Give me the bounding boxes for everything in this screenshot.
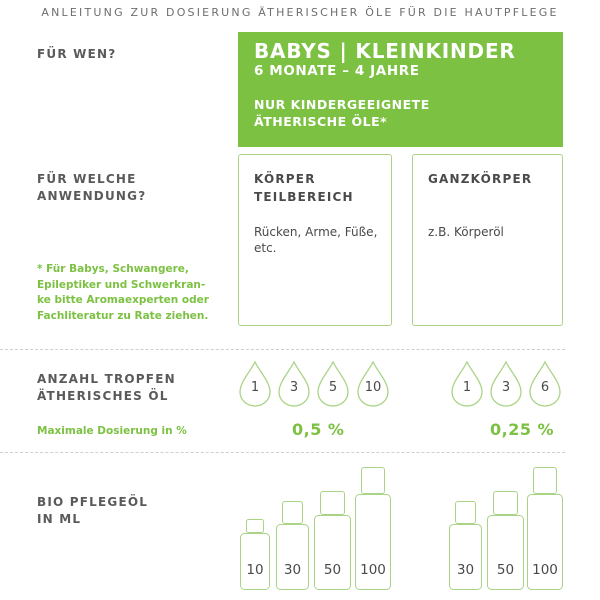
- oil-label-line: IN ML: [37, 512, 82, 526]
- section-divider: [0, 452, 565, 453]
- drop-icon: [237, 360, 273, 408]
- application-label-line: FÜR WELCHE: [37, 172, 137, 186]
- bottle-volume: 100: [532, 562, 558, 578]
- application-card-title: [254, 170, 381, 206]
- application-card-title-line: TEILBEREICH: [254, 190, 354, 204]
- bottle-volume: 50: [496, 562, 515, 578]
- target-group-title: BABYS | KLEINKINDER: [254, 39, 516, 63]
- bottle-volume: 30: [456, 562, 475, 578]
- drop-count: 6: [540, 380, 550, 395]
- drop-count: 1: [250, 380, 260, 395]
- footnote-line: Fachliteratur zu Rate ziehen.: [37, 309, 209, 322]
- max-dosage-full: 0,25 %: [490, 420, 555, 439]
- target-group-note-line: ÄTHERISCHE ÖLE*: [254, 114, 388, 129]
- drops-label: [37, 371, 176, 405]
- application-label: [37, 171, 146, 205]
- target-group-note: [254, 96, 551, 130]
- drop-icon: [527, 360, 563, 408]
- page-title: ANLEITUNG ZUR DOSIERUNG ÄTHERISCHER ÖLE FÜR DIE HAUTPFLEGE: [41, 6, 559, 19]
- drop-icon: [488, 360, 524, 408]
- drop-icon: [276, 360, 312, 408]
- application-card-text-line: etc.: [254, 241, 277, 255]
- drop-count: 10: [364, 380, 382, 395]
- application-card-text: z.B. Körperöl: [428, 225, 504, 239]
- bottle-volume: 10: [246, 562, 264, 578]
- bottle-icon: [527, 467, 563, 590]
- application-card-title-line: KÖRPER: [254, 172, 316, 186]
- drop-icon: [355, 360, 391, 408]
- bottle-volume: 30: [283, 562, 302, 578]
- application-label-line: ANWENDUNG?: [37, 189, 147, 203]
- bottle-volume: 100: [360, 562, 386, 578]
- drop-count: 5: [328, 380, 338, 395]
- application-card-text-line: Rücken, Arme, Füße,: [254, 225, 378, 239]
- bottle-icon: [240, 519, 270, 590]
- bottle-icon: [276, 501, 309, 590]
- application-card-partial: [238, 154, 392, 326]
- drop-count: 3: [501, 380, 511, 395]
- drop-icon: [315, 360, 351, 408]
- application-card-full: [412, 154, 563, 326]
- drop-icon: [449, 360, 485, 408]
- section-divider: [0, 349, 565, 350]
- bottle-icon: [355, 467, 391, 590]
- drop-count: 1: [462, 380, 472, 395]
- who-label: FÜR WEN?: [37, 47, 117, 61]
- application-card-text: [254, 224, 381, 256]
- footnote-line: * Für Babys, Schwangere,: [37, 263, 189, 275]
- footnote-line: ke bitte Aromaexperten oder: [37, 294, 209, 306]
- oil-label-line: BIO PFLEGEÖL: [37, 495, 149, 509]
- drops-label-line: ANZAHL TROPFEN: [37, 372, 176, 386]
- target-group-note-line: NUR KINDERGEEIGNETE: [254, 97, 430, 112]
- target-group-box: [238, 32, 563, 147]
- footnote: [37, 262, 217, 324]
- drops-label-line: ÄTHERISCHES ÖL: [37, 389, 169, 403]
- drop-count: 3: [289, 380, 299, 395]
- application-card-title: GANZKÖRPER: [428, 172, 533, 186]
- oil-label: [37, 494, 148, 528]
- target-group-age: 6 MONATE – 4 JAHRE: [254, 63, 420, 79]
- max-dosage-label: Maximale Dosierung in %: [37, 425, 187, 437]
- max-dosage-partial: 0,5 %: [292, 420, 345, 439]
- bottle-icon: [314, 491, 351, 590]
- bottle-icon: [487, 491, 524, 590]
- bottle-volume: 50: [323, 562, 342, 578]
- footnote-line: Epileptiker und Schwerkran-: [37, 278, 206, 291]
- bottle-icon: [449, 501, 482, 590]
